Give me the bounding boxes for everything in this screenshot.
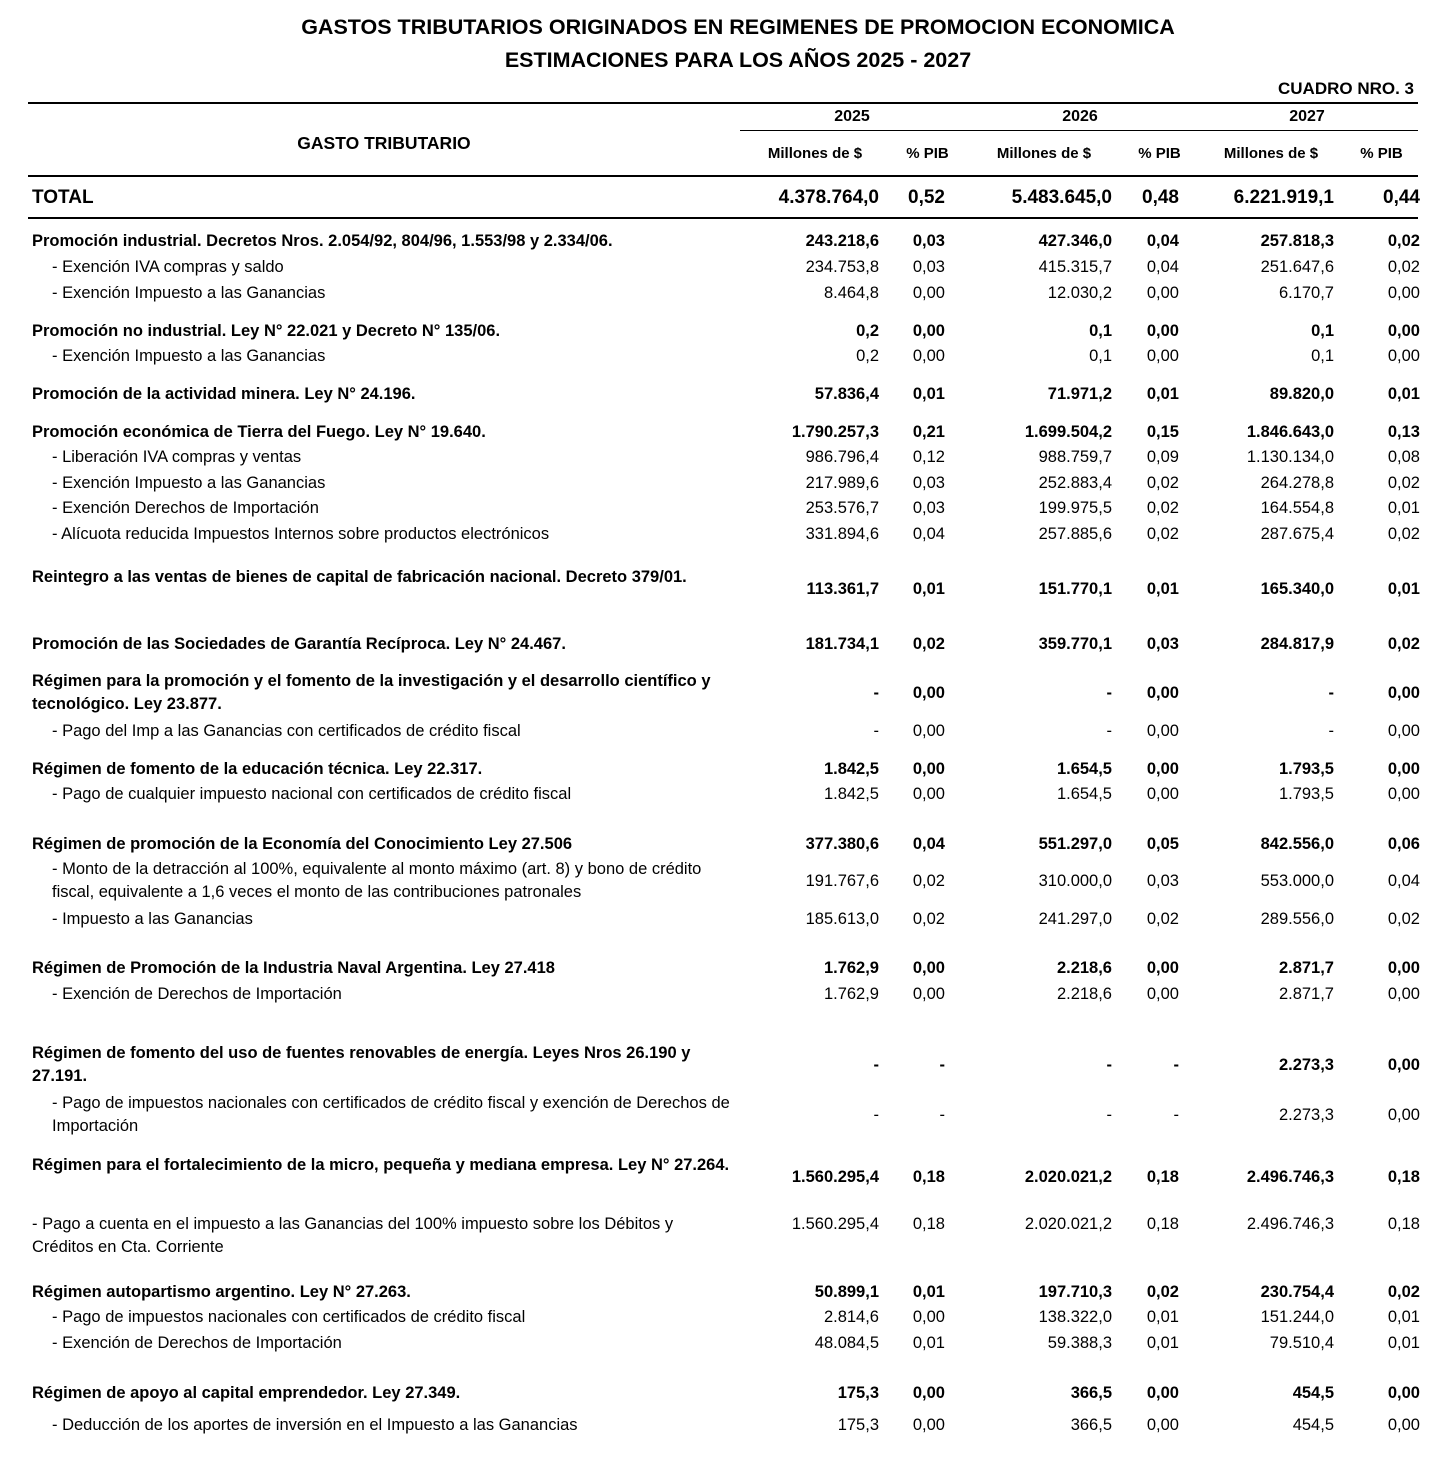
row-label: - Exención de Derechos de Importación: [52, 984, 342, 1003]
row-label: - Exención Impuesto a las Ganancias: [52, 283, 326, 302]
cell-pib-2027: 0,00: [1387, 283, 1420, 302]
column-header-millones-2025: Millones de $: [767, 145, 863, 162]
cell-pib-2025: 0,00: [912, 984, 945, 1003]
report-subtitle: ESTIMACIONES PARA LOS AÑOS 2025 - 2027: [504, 48, 972, 72]
cell-millones-2027: 230.754,4: [1260, 1282, 1334, 1301]
cell-millones-2027: 257.818,3: [1260, 231, 1334, 250]
cell-millones-2027: 454,5: [1292, 1415, 1334, 1434]
cell-millones-2027: 6.170,7: [1278, 283, 1334, 302]
cell-millones-2027: 2.273,3: [1278, 1055, 1334, 1074]
cell-pib-2025: 0,00: [912, 1383, 945, 1402]
cell-millones-2025: 1.560.295,4: [791, 1214, 879, 1233]
cell-pib-2027: 0,02: [1387, 473, 1420, 492]
cell-pib-2027: 0,02: [1387, 1282, 1420, 1301]
cell-millones-2026: 366,5: [1070, 1415, 1112, 1434]
cell-pib-2027: 0,02: [1387, 524, 1420, 543]
cell-pib-2025: 0,01: [912, 1333, 945, 1352]
cell-pib-2027: 0,44: [1383, 186, 1420, 208]
cell-millones-2025: 1.842,5: [823, 759, 879, 778]
cell-pib-2025: 0,00: [912, 1415, 945, 1434]
cell-pib-2026: 0,18: [1146, 1214, 1179, 1233]
cell-pib-2027: 0,00: [1387, 683, 1420, 702]
cell-millones-2027: 79.510,4: [1269, 1333, 1334, 1352]
cell-millones-2025: 175,3: [837, 1383, 879, 1402]
row-label: Promoción no industrial. Ley N° 22.021 y Decreto N° 135/06.: [32, 321, 501, 340]
cell-pib-2027: 0,01: [1387, 1333, 1420, 1352]
cell-pib-2026: 0,00: [1146, 958, 1179, 977]
cell-pib-2026: 0,01: [1146, 1307, 1179, 1326]
cell-pib-2026: 0,00: [1146, 346, 1179, 365]
cell-pib-2027: 0,02: [1387, 231, 1420, 250]
cell-millones-2026: 12.030,2: [1047, 283, 1112, 302]
cell-pib-2027: 0,13: [1387, 422, 1420, 441]
cell-pib-2025: 0,00: [912, 683, 945, 702]
cell-millones-2026: 252.883,4: [1038, 473, 1112, 492]
cell-pib-2027: 0,02: [1387, 257, 1420, 276]
cell-millones-2027: 264.278,8: [1260, 473, 1334, 492]
cell-millones-2026: 1.654,5: [1056, 759, 1112, 778]
cell-pib-2025: 0,00: [912, 784, 945, 803]
cell-pib-2025: 0,01: [912, 384, 945, 403]
cell-pib-2025: 0,00: [912, 1307, 945, 1326]
row-label: Régimen para el fortalecimiento de la micro, pequeña y mediana empresa. Ley N° 27.264.: [32, 1156, 730, 1174]
cell-millones-2027: 1.130.134,0: [1246, 447, 1334, 466]
cell-millones-2026: 359.770,1: [1038, 634, 1112, 653]
cell-millones-2026: 2.218,6: [1056, 958, 1112, 977]
cell-pib-2026: 0,00: [1146, 1415, 1179, 1434]
cell-millones-2025: 1.762,9: [823, 984, 879, 1003]
cell-millones-2025: 50.899,1: [814, 1282, 879, 1301]
cell-millones-2026: 257.885,6: [1038, 524, 1112, 543]
row-label: - Exención Derechos de Importación: [52, 498, 319, 517]
column-header-pib-2026: % PIB: [1138, 145, 1181, 162]
cell-pib-2025: 0,01: [912, 579, 945, 598]
cell-millones-2026: 366,5: [1070, 1383, 1112, 1402]
cell-pib-2025: 0,18: [912, 1214, 945, 1233]
cell-millones-2025: 185.613,0: [805, 909, 879, 928]
cell-pib-2026: 0,00: [1146, 984, 1179, 1003]
cell-pib-2025: 0,52: [908, 186, 945, 208]
column-header-year-2027: 2027: [1289, 108, 1325, 125]
cell-millones-2026: 427.346,0: [1038, 231, 1112, 250]
cell-pib-2026: 0,02: [1146, 909, 1179, 928]
row-label: Promoción económica de Tierra del Fuego. Ley N° 19.640.: [32, 422, 486, 441]
cell-pib-2027: 0,01: [1387, 1307, 1420, 1326]
column-header-gasto: GASTO TRIBUTARIO: [297, 133, 471, 153]
cell-pib-2026: 0,02: [1146, 498, 1179, 517]
cell-millones-2026: 59.388,3: [1047, 1333, 1112, 1352]
cell-pib-2025: 0,02: [912, 909, 945, 928]
cell-pib-2026: 0,15: [1146, 422, 1179, 441]
cell-pib-2025: 0,00: [912, 958, 945, 977]
cell-pib-2026: 0,02: [1146, 473, 1179, 492]
cell-pib-2025: 0,00: [912, 759, 945, 778]
row-label: Régimen de Promoción de la Industria Naval Argentina. Ley 27.418: [32, 958, 555, 977]
cell-millones-2027: 842.556,0: [1260, 834, 1334, 853]
cell-millones-2026: 551.297,0: [1038, 834, 1112, 853]
cell-millones-2025: 57.836,4: [814, 384, 879, 403]
cell-millones-2027: 289.556,0: [1260, 909, 1334, 928]
row-label: TOTAL: [32, 186, 94, 208]
cell-millones-2026: 151.770,1: [1038, 579, 1112, 598]
cell-millones-2025: 175,3: [837, 1415, 879, 1434]
cell-pib-2025: 0,02: [912, 634, 945, 653]
cell-millones-2025: -: [873, 721, 879, 740]
cell-millones-2027: 284.817,9: [1260, 634, 1334, 653]
row-label: - Pago de impuestos nacionales con certificados de crédito fiscal y exención de Derechos de Importación: [52, 1094, 730, 1135]
cell-millones-2025: 8.464,8: [823, 283, 879, 302]
cell-millones-2025: 331.894,6: [805, 524, 879, 543]
cell-millones-2027: 287.675,4: [1260, 524, 1334, 543]
row-label: - Pago a cuenta en el impuesto a las Ganancias del 100% impuesto sobre los Débitos y Créditos en Cta. Corriente: [32, 1215, 674, 1256]
cell-millones-2026: 1.699.504,2: [1024, 422, 1112, 441]
row-label: - Alícuota reducida Impuestos Internos sobre productos electrónicos: [52, 524, 550, 543]
header-bottom-rule: [28, 175, 1418, 177]
cell-millones-2027: 2.273,3: [1278, 1105, 1334, 1124]
cell-millones-2026: -: [1106, 1055, 1112, 1074]
cell-pib-2027: 0,00: [1387, 1055, 1420, 1074]
cell-pib-2026: 0,00: [1146, 784, 1179, 803]
cell-millones-2026: 199.975,5: [1038, 498, 1112, 517]
cell-pib-2027: 0,01: [1387, 498, 1420, 517]
cell-millones-2025: 0,2: [856, 321, 879, 340]
cell-pib-2027: 0,00: [1387, 984, 1420, 1003]
cell-pib-2025: 0,03: [912, 473, 945, 492]
row-label: Promoción de las Sociedades de Garantía Recíproca. Ley N° 24.467.: [32, 634, 566, 653]
cell-millones-2027: 2.871,7: [1278, 984, 1334, 1003]
cell-pib-2027: 0,00: [1387, 346, 1420, 365]
cell-pib-2025: 0,12: [912, 447, 945, 466]
cell-millones-2026: 415.315,7: [1038, 257, 1112, 276]
cell-pib-2025: 0,04: [912, 524, 945, 543]
cell-pib-2026: 0,04: [1146, 257, 1179, 276]
cell-millones-2027: 1.846.643,0: [1246, 422, 1334, 441]
cell-pib-2027: 0,04: [1387, 871, 1420, 890]
cell-pib-2027: 0,00: [1387, 784, 1420, 803]
column-header-millones-2026: Millones de $: [996, 145, 1092, 162]
cell-millones-2026: 5.483.645,0: [1011, 186, 1112, 208]
row-label: Régimen de promoción de la Economía del Conocimiento Ley 27.506: [32, 834, 573, 853]
cell-millones-2027: 164.554,8: [1260, 498, 1334, 517]
report-title: GASTOS TRIBUTARIOS ORIGINADOS EN REGIMENES DE PROMOCION ECONOMICA: [301, 15, 1175, 39]
column-header-year-2025: 2025: [834, 108, 870, 125]
cell-pib-2027: 0,00: [1387, 1383, 1420, 1402]
cell-millones-2027: 251.647,6: [1260, 257, 1334, 276]
cell-millones-2027: 151.244,0: [1260, 1307, 1334, 1326]
cell-pib-2025: 0,00: [912, 283, 945, 302]
cell-millones-2027: 89.820,0: [1269, 384, 1334, 403]
cell-millones-2025: 217.989,6: [805, 473, 879, 492]
column-header-pib-2025: % PIB: [906, 145, 949, 162]
cell-pib-2025: 0,00: [912, 346, 945, 365]
cell-millones-2025: -: [873, 1105, 879, 1124]
cell-millones-2026: 2.020.021,2: [1024, 1167, 1112, 1186]
cell-pib-2025: 0,03: [912, 257, 945, 276]
cell-millones-2025: 181.734,1: [805, 634, 879, 653]
row-label: Régimen de fomento de la educación técnica. Ley 22.317.: [32, 759, 483, 778]
cell-pib-2026: -: [1173, 1105, 1179, 1124]
cell-pib-2026: 0,04: [1146, 231, 1179, 250]
cell-pib-2027: 0,00: [1387, 321, 1420, 340]
cell-pib-2026: 0,02: [1146, 524, 1179, 543]
cell-millones-2025: 0,2: [856, 346, 879, 365]
cell-millones-2026: 138.322,0: [1038, 1307, 1112, 1326]
cell-pib-2026: 0,01: [1146, 384, 1179, 403]
cell-pib-2026: 0,48: [1142, 186, 1179, 208]
cell-pib-2025: 0,00: [912, 721, 945, 740]
cell-pib-2027: 0,00: [1387, 721, 1420, 740]
cell-millones-2027: 2.496.746,3: [1246, 1167, 1334, 1186]
column-header-millones-2027: Millones de $: [1223, 145, 1319, 162]
cell-millones-2025: 1.790.257,3: [791, 422, 879, 441]
cell-pib-2026: 0,05: [1146, 834, 1179, 853]
cell-millones-2027: 2.496.746,3: [1246, 1214, 1334, 1233]
cell-pib-2027: 0,00: [1387, 759, 1420, 778]
cell-pib-2025: 0,03: [912, 498, 945, 517]
column-header-year-2026: 2026: [1062, 108, 1098, 125]
table-top-rule: [28, 102, 1418, 104]
cell-pib-2026: 0,18: [1146, 1167, 1179, 1186]
cell-millones-2026: 241.297,0: [1038, 909, 1112, 928]
cell-millones-2026: -: [1106, 721, 1112, 740]
cell-millones-2027: 553.000,0: [1260, 871, 1334, 890]
cell-pib-2025: 0,03: [912, 231, 945, 250]
cell-millones-2025: 377.380,6: [805, 834, 879, 853]
cell-millones-2026: 2.218,6: [1056, 984, 1112, 1003]
cell-millones-2026: 71.971,2: [1047, 384, 1112, 403]
cell-pib-2027: 0,01: [1387, 384, 1420, 403]
cell-pib-2027: 0,08: [1387, 447, 1420, 466]
total-bottom-rule: [28, 217, 1418, 219]
cell-pib-2026: 0,00: [1146, 321, 1179, 340]
cell-millones-2025: -: [873, 683, 879, 702]
table-number: CUADRO NRO. 3: [1277, 79, 1414, 98]
cell-millones-2027: 1.793,5: [1278, 784, 1334, 803]
row-label: Promoción de la actividad minera. Ley N° 24.196.: [32, 384, 416, 403]
row-label: Régimen de fomento del uso de fuentes renovables de energía. Leyes Nros 26.190 y 27.191.: [32, 1044, 691, 1085]
cell-millones-2025: 1.762,9: [823, 958, 879, 977]
row-label: - Liberación IVA compras y ventas: [52, 447, 302, 466]
cell-pib-2025: 0,02: [912, 871, 945, 890]
row-label: - Exención IVA compras y saldo: [52, 257, 284, 276]
cell-pib-2026: 0,00: [1146, 683, 1179, 702]
column-header-pib-2027: % PIB: [1360, 145, 1403, 162]
cell-pib-2027: 0,00: [1387, 958, 1420, 977]
cell-pib-2025: 0,21: [912, 422, 945, 441]
cell-pib-2026: 0,00: [1146, 759, 1179, 778]
cell-millones-2026: 1.654,5: [1056, 784, 1112, 803]
cell-millones-2026: 197.710,3: [1038, 1282, 1112, 1301]
row-label: - Pago de impuestos nacionales con certificados de crédito fiscal: [52, 1307, 526, 1326]
cell-pib-2027: 0,02: [1387, 909, 1420, 928]
cell-pib-2026: 0,00: [1146, 283, 1179, 302]
cell-pib-2027: 0,00: [1387, 1415, 1420, 1434]
cell-pib-2026: -: [1173, 1055, 1179, 1074]
cell-pib-2025: 0,18: [912, 1167, 945, 1186]
cell-millones-2027: 1.793,5: [1278, 759, 1334, 778]
cell-pib-2025: -: [939, 1055, 945, 1074]
cell-millones-2025: 253.576,7: [805, 498, 879, 517]
cell-millones-2025: 4.378.764,0: [778, 186, 879, 208]
cell-pib-2026: 0,02: [1146, 1282, 1179, 1301]
row-label: Régimen autopartismo argentino. Ley N° 27.263.: [32, 1282, 411, 1301]
cell-pib-2026: 0,03: [1146, 634, 1179, 653]
cell-pib-2027: 0,18: [1387, 1214, 1420, 1233]
cell-pib-2026: 0,09: [1146, 447, 1179, 466]
cell-millones-2025: 191.767,6: [805, 871, 879, 890]
cell-pib-2026: 0,00: [1146, 721, 1179, 740]
row-label: - Exención Impuesto a las Ganancias: [52, 346, 326, 365]
cell-pib-2025: 0,00: [912, 321, 945, 340]
row-label: - Pago de cualquier impuesto nacional con certificados de crédito fiscal: [52, 784, 572, 803]
cell-millones-2026: 0,1: [1089, 321, 1112, 340]
cell-millones-2026: 2.020.021,2: [1024, 1214, 1112, 1233]
cell-millones-2025: 234.753,8: [805, 257, 879, 276]
cell-pib-2025: -: [939, 1105, 945, 1124]
cell-millones-2025: 986.796,4: [805, 447, 879, 466]
cell-millones-2026: 310.000,0: [1038, 871, 1112, 890]
cell-pib-2026: 0,01: [1146, 579, 1179, 598]
row-label: Reintegro a las ventas de bienes de capital de fabricación nacional. Decreto 379/01.: [32, 568, 687, 586]
cell-pib-2027: 0,06: [1387, 834, 1420, 853]
row-label: - Pago del Imp a las Ganancias con certificados de crédito fiscal: [52, 721, 521, 740]
cell-millones-2025: 48.084,5: [814, 1333, 879, 1352]
cell-millones-2027: 2.871,7: [1278, 958, 1334, 977]
cell-pib-2025: 0,01: [912, 1282, 945, 1301]
cell-millones-2027: 0,1: [1311, 346, 1334, 365]
row-label: - Exención de Derechos de Importación: [52, 1333, 342, 1352]
row-label: - Monto de la detracción al 100%, equivalente al monto máximo (art. 8) y bono de crédito fiscal, equivalente a 1,6 veces el monto de las contribuciones patronales: [52, 860, 702, 901]
cell-millones-2025: -: [873, 1055, 879, 1074]
cell-millones-2025: 1.560.295,4: [791, 1167, 879, 1186]
cell-millones-2025: 243.218,6: [805, 231, 879, 250]
cell-pib-2025: 0,04: [912, 834, 945, 853]
cell-pib-2027: 0,00: [1387, 1105, 1420, 1124]
cell-pib-2027: 0,18: [1387, 1167, 1420, 1186]
cell-pib-2027: 0,02: [1387, 634, 1420, 653]
cell-millones-2026: -: [1106, 683, 1112, 702]
cell-millones-2026: -: [1106, 1105, 1112, 1124]
row-label: - Impuesto a las Ganancias: [52, 909, 253, 928]
cell-millones-2027: 165.340,0: [1260, 579, 1334, 598]
cell-millones-2026: 988.759,7: [1038, 447, 1112, 466]
cell-pib-2027: 0,01: [1387, 579, 1420, 598]
row-label: Régimen de apoyo al capital emprendedor. Ley 27.349.: [32, 1383, 461, 1402]
cell-millones-2027: 0,1: [1311, 321, 1334, 340]
cell-millones-2027: -: [1328, 683, 1334, 702]
cell-millones-2027: 454,5: [1292, 1383, 1334, 1402]
row-label: - Deducción de los aportes de inversión en el Impuesto a las Ganancias: [52, 1415, 578, 1434]
cell-millones-2027: -: [1328, 721, 1334, 740]
cell-millones-2025: 113.361,7: [806, 579, 879, 598]
cell-pib-2026: 0,03: [1146, 871, 1179, 890]
year-header-rule: [740, 130, 1418, 131]
cell-pib-2026: 0,01: [1146, 1333, 1179, 1352]
cell-millones-2026: 0,1: [1089, 346, 1112, 365]
cell-pib-2026: 0,00: [1146, 1383, 1179, 1402]
row-label: - Exención Impuesto a las Ganancias: [52, 473, 326, 492]
cell-millones-2027: 6.221.919,1: [1233, 186, 1334, 208]
cell-millones-2025: 1.842,5: [823, 784, 879, 803]
row-label: Promoción industrial. Decretos Nros. 2.054/92, 804/96, 1.553/98 y 2.334/06.: [32, 231, 613, 250]
row-label: Régimen para la promoción y el fomento de la investigación y el desarrollo científico y tecnológico. Ley 23.877.: [32, 672, 711, 713]
cell-millones-2025: 2.814,6: [823, 1307, 879, 1326]
